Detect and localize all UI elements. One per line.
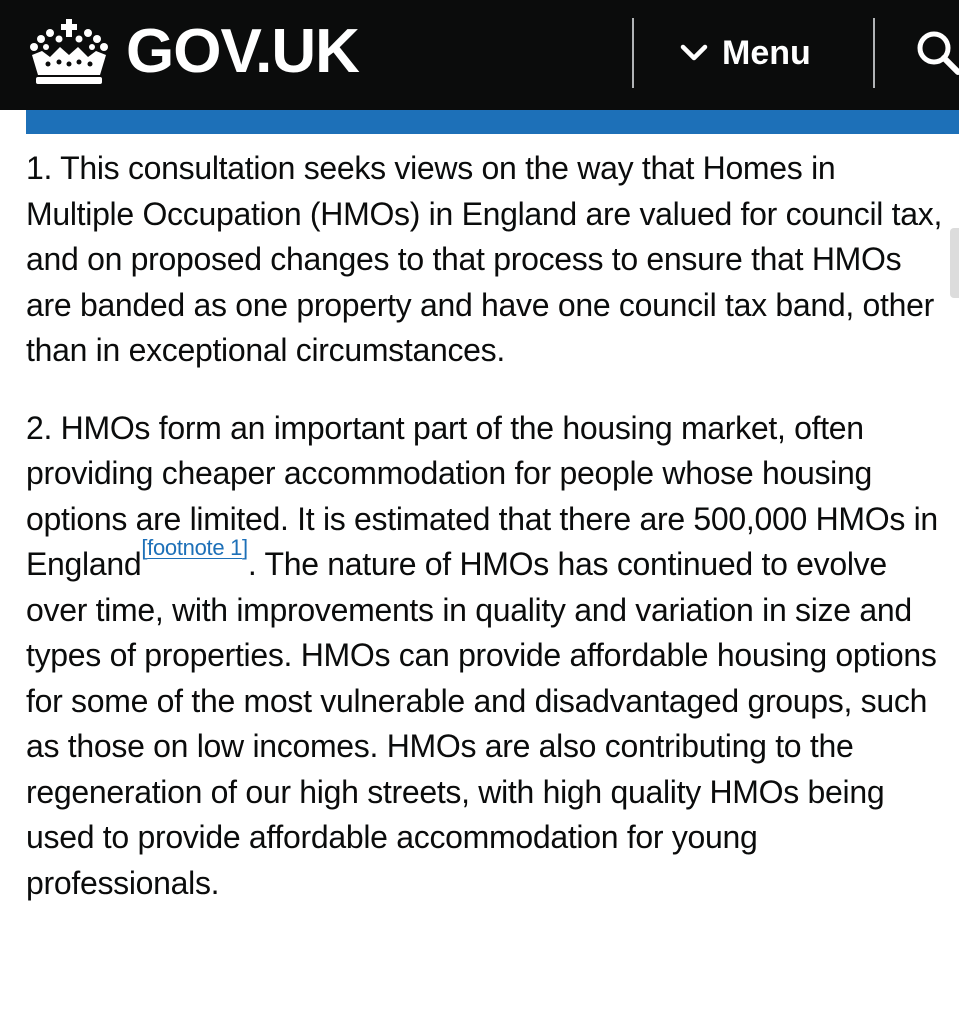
chevron-down-icon — [680, 43, 708, 63]
paragraph-2 — [26, 406, 946, 907]
footnote-1-link[interactable]: footnote 1 — [147, 535, 243, 560]
paragraph-2-text-start: 2. HMOs form an important part of the housing market, often providing cheaper accommodation for people whose housing options are limited. It is estimated that there are 500,000 HMOs in England — [26, 409, 938, 582]
main-content — [26, 146, 946, 906]
crown-icon — [26, 17, 112, 87]
menu-label: Menu — [722, 33, 811, 72]
menu-button[interactable] — [680, 26, 811, 80]
header-divider — [873, 18, 875, 88]
paragraph-1: 1. This consultation seeks views on the way that Homes in Multiple Occupation (HMOs) in England are valued for council tax, and on proposed changes to that process to ensure that HMOs are banded as one property and have one council tax band, other than in exceptional circumstances. — [26, 150, 943, 368]
search-icon[interactable] — [908, 22, 959, 82]
footnote-reference — [141, 535, 248, 560]
scrollbar-thumb[interactable] — [950, 228, 959, 298]
paragraph-2-text-end: . The nature of HMOs has continued to evolve over time, with improvements in quality and variation in size and types of properties. HMOs can provide affordable housing options for some of the most vulnerable and disadvantaged groups, such as those on low incomes. HMOs are also contributing to the regeneration of our high streets, with high quality HMOs being used to provide affordable accommodation for young professionals. — [26, 546, 937, 901]
footnote-bracket-close: ] — [242, 535, 248, 560]
govuk-logo-link[interactable] — [26, 16, 359, 88]
site-header — [0, 0, 959, 110]
footnote-bracket-open: [ — [141, 535, 148, 560]
logo-text: GOV.UK — [126, 17, 359, 86]
header-accent-bar — [26, 110, 959, 134]
header-divider — [632, 18, 634, 88]
